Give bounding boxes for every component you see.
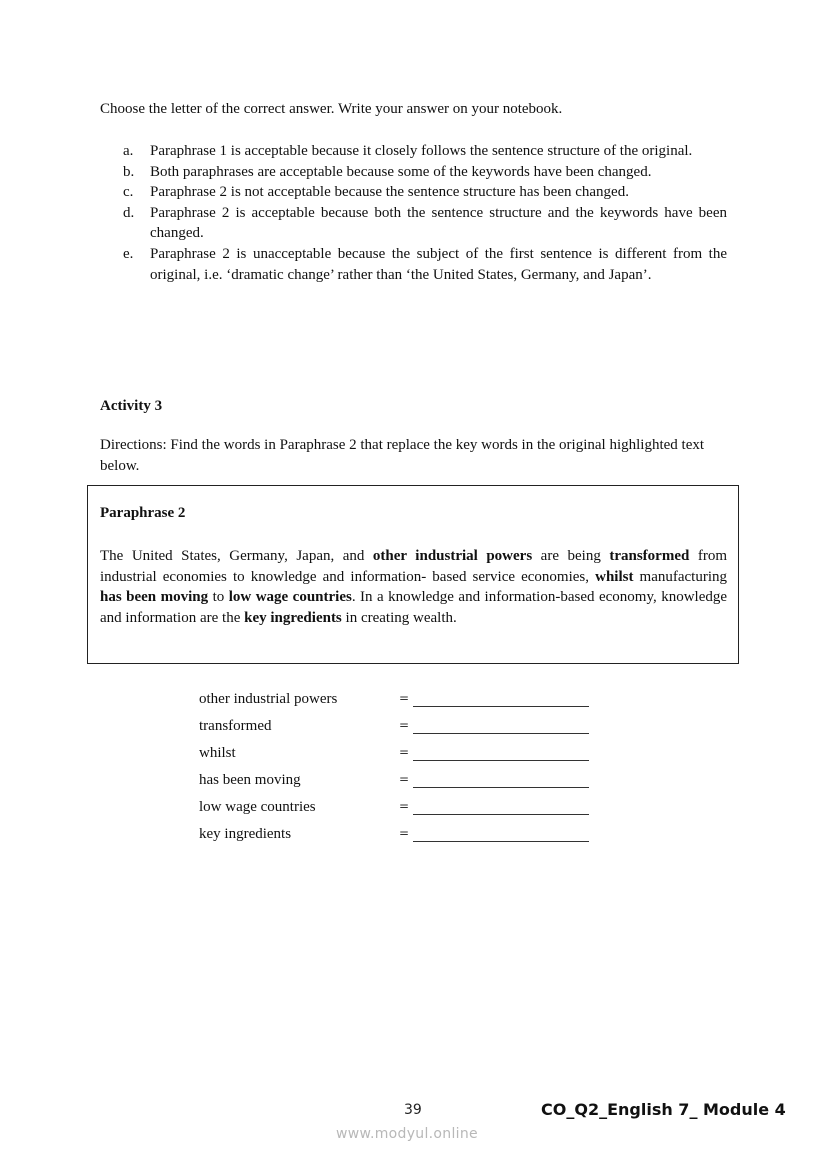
- matching-row: [199, 691, 599, 718]
- matching-term: other industrial powers: [199, 691, 338, 707]
- paraphrase-title: Paraphrase 2: [100, 505, 186, 521]
- paraphrase-text: [100, 546, 727, 628]
- activity-title: Activity 3: [100, 398, 163, 414]
- option-letter: c.: [123, 184, 134, 201]
- key-phrase: has been moving: [100, 589, 209, 606]
- answer-blank[interactable]: [413, 760, 589, 761]
- option-text: Paraphrase 1 is acceptable because it closely follows the sentence structure of the original.: [150, 143, 693, 159]
- matching-list: [199, 691, 599, 853]
- matching-row: [199, 745, 599, 772]
- option-letter: d.: [123, 204, 135, 221]
- option-a: [123, 141, 727, 162]
- option-text: Paraphrase 2 is not acceptable because the sentence structure has been changed.: [150, 184, 629, 201]
- page-number: 39: [404, 1102, 422, 1118]
- answer-blank[interactable]: [413, 814, 589, 815]
- option-text: Both paraphrases are acceptable because some of the keywords have been changed.: [150, 163, 652, 180]
- option-b: [123, 162, 727, 183]
- option-letter: e.: [123, 245, 134, 262]
- watermark: www.modyul.online: [336, 1126, 478, 1142]
- matching-row: [199, 718, 599, 745]
- option-c: [123, 182, 727, 203]
- key-phrase: transformed: [609, 548, 690, 564]
- option-text: Paraphrase 2 is unacceptable because the subject of the first sentence is different from the original, i.e. ‘dramatic change’ rather than ‘the United States, Germany, and Japan’.: [150, 245, 727, 283]
- key-phrase: key ingredients: [244, 609, 342, 626]
- equals-sign: =: [399, 691, 410, 705]
- matching-term: has been moving: [199, 772, 301, 788]
- activity-directions: Directions: Find the words in Paraphrase 2 that replace the key words in the original highlighted text below.: [100, 437, 705, 474]
- matching-term: low wage countries: [199, 799, 316, 815]
- option-e: [123, 244, 727, 285]
- answer-blank[interactable]: [413, 706, 589, 707]
- matching-row: [199, 799, 599, 826]
- option-letter: a.: [123, 143, 134, 159]
- text-segment: . In a knowledge and information-based economy, knowledge and information are the: [100, 589, 728, 626]
- matching-term: whilst: [199, 745, 236, 761]
- answer-blank[interactable]: [413, 841, 589, 842]
- option-text: Paraphrase 2 is acceptable because both the sentence structure and the keywords have been changed.: [150, 204, 727, 242]
- text-segment: are being: [532, 548, 610, 564]
- option-d: [123, 203, 727, 244]
- text-segment: in creating wealth.: [341, 609, 457, 626]
- answer-blank[interactable]: [413, 733, 589, 734]
- equals-sign: =: [399, 799, 410, 813]
- text-segment: from industrial economies to knowledge and information- based service economies,: [100, 548, 727, 585]
- key-phrase: other industrial powers: [372, 548, 533, 564]
- text-segment: manufacturing: [633, 568, 728, 585]
- answer-options: [123, 141, 727, 285]
- instruction-text: Choose the letter of the correct answer. Write your answer on your notebook.: [100, 101, 563, 117]
- equals-sign: =: [399, 718, 410, 732]
- module-label: CO_Q2_English 7_ Module 4: [541, 1100, 786, 1119]
- matching-row: [199, 772, 599, 799]
- paraphrase-box: [87, 485, 739, 664]
- equals-sign: =: [399, 772, 410, 786]
- equals-sign: =: [399, 826, 410, 840]
- text-segment: The United States, Germany, Japan, and: [100, 548, 373, 564]
- matching-term: transformed: [199, 718, 272, 734]
- option-letter: b.: [123, 163, 135, 180]
- equals-sign: =: [399, 745, 410, 759]
- key-phrase: whilst: [595, 568, 634, 585]
- key-phrase: low wage countries: [228, 589, 352, 606]
- text-segment: to: [208, 589, 229, 606]
- answer-blank[interactable]: [413, 787, 589, 788]
- matching-term: key ingredients: [199, 826, 292, 842]
- matching-row: [199, 826, 599, 853]
